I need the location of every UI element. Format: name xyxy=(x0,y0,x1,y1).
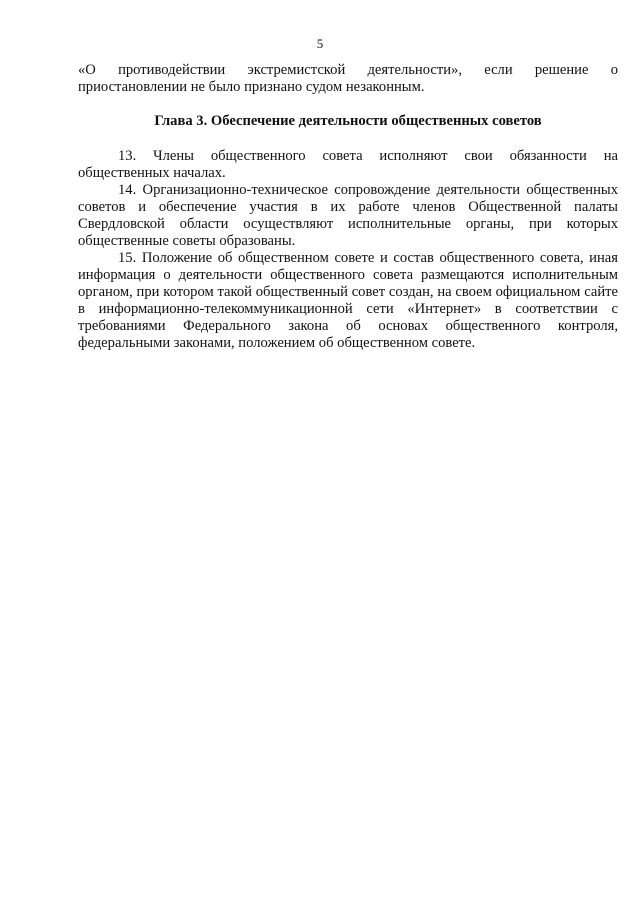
paragraph-13: 13. Члены общественного совета исполняют свои обязанности на общественных началах. xyxy=(78,148,618,181)
document-body xyxy=(78,62,618,352)
page-number: 5 xyxy=(316,36,324,51)
paragraph-14: 14. Организационно-техническое сопровождение деятельности общественных советов и обеспечение участия в их работе членов Общественной палаты Свердловской области осуществляют исполнительные органы, при которых общественные советы образованы. xyxy=(78,182,618,249)
paragraph-15: 15. Положение об общественном совете и состав общественного совета, иная информация о деятельности общественного совета размещаются исполнительным органом, при котором такой общественный совет создан, на своем официальном сайте в информационно-телекоммуникационной сети «Интернет» в соответствии с требованиями Федерального закона об основах общественного контроля, федеральными законами, положением об общественном совете. xyxy=(78,250,618,351)
chapter-heading: Глава 3. Обеспечение деятельности общественных советов xyxy=(154,113,542,129)
continuation-paragraph: «О противодействии экстремистской деятельности», если решение о приостановлении не было признано судом незаконным. xyxy=(78,62,618,95)
